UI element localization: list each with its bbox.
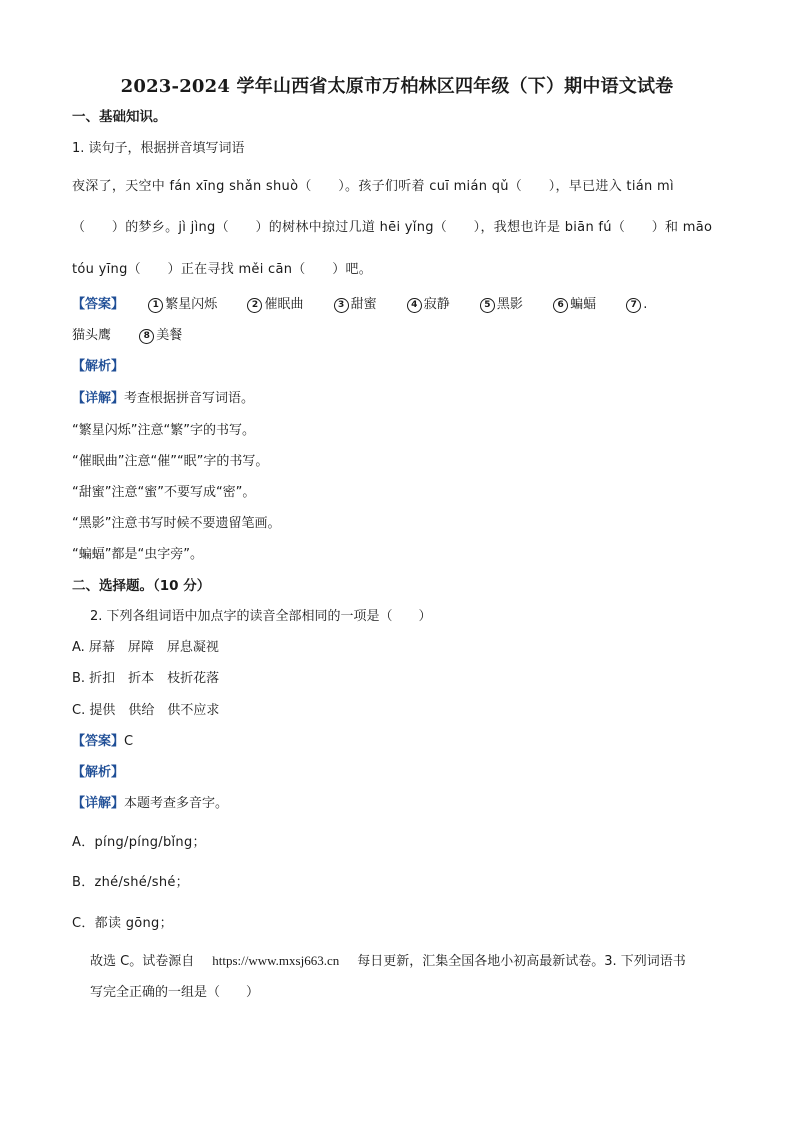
answer-tag: 【答案】 xyxy=(72,297,125,312)
answer-text: . xyxy=(643,297,648,312)
explanation-line: B．zhé/shé/shé； xyxy=(72,875,189,890)
circled-number: 6 xyxy=(553,298,568,313)
source-note-line-1 xyxy=(90,951,722,972)
circled-number: 8 xyxy=(139,329,154,344)
question-2-stem: 2. 下列各组词语中加点字的读音全部相同的一项是（ ） xyxy=(90,609,432,624)
explanation-line: A．píng/píng/bǐng； xyxy=(72,835,206,850)
answer-item xyxy=(553,297,596,312)
question-1-answer-row-wrap xyxy=(72,326,722,346)
answer-item xyxy=(407,297,450,312)
note-line: “催眠曲”注意“催”“眠”字的书写。 xyxy=(72,454,269,469)
answer-text: 甜蜜 xyxy=(350,297,377,312)
answer-text: 繁星闪烁 xyxy=(165,297,218,312)
option-b: B. 折扣 折本 枝折花落 xyxy=(72,671,220,686)
answer-text: 催眠曲 xyxy=(264,297,304,312)
answer-text: C xyxy=(124,734,134,749)
question-1-detail xyxy=(72,389,722,409)
answer-text: 猫头鹰 xyxy=(72,328,112,343)
answer-item xyxy=(480,297,523,312)
question-1-stem: 1. 读句子，根据拼音填写词语 xyxy=(72,141,245,156)
detail-tag: 【详解】 xyxy=(72,391,125,406)
detail-text: 考查根据拼音写词语。 xyxy=(124,391,255,406)
source-note-text: 故选 C。试卷源自 xyxy=(90,954,195,969)
note-line: “甜蜜”注意“蜜”不要写成“密”。 xyxy=(72,485,256,500)
note-line: “繁星闪烁”注意“繁”字的书写。 xyxy=(72,423,255,438)
answer-item xyxy=(334,297,377,312)
question-1-answer-row xyxy=(72,295,722,315)
source-url-link[interactable]: https://www.mxsj663.cn xyxy=(212,953,340,968)
analysis-tag: 【解析】 xyxy=(72,765,125,780)
circled-number: 3 xyxy=(334,298,349,313)
question-2-answer xyxy=(72,732,722,752)
source-note-line-2: 写完全正确的一组是（ ） xyxy=(90,985,260,1000)
note-line: “蝙蝠”都是“虫字旁”。 xyxy=(72,547,203,562)
circled-number: 1 xyxy=(148,298,163,313)
question-1-sentence-line-3: tóu yīng（ ）正在寻找 měi cān（ ）吧。 xyxy=(72,262,373,277)
answer-item xyxy=(626,297,647,312)
option-a: A. 屏幕 屏障 屏息凝视 xyxy=(72,640,219,655)
section-heading-choice: 二、选择题。（10 分） xyxy=(72,578,211,594)
detail-tag: 【详解】 xyxy=(72,796,125,811)
answer-text: 美餐 xyxy=(156,328,183,343)
detail-text: 本题考查多音字。 xyxy=(124,796,229,811)
question-1-sentence-line-2: （ ）的梦乡。jì jìng（ ）的树林中掠过几道 hēi yǐng（ ），我想也许是 biān fú（ ）和 māo xyxy=(72,220,713,235)
explanation-line: C．都读 gōng； xyxy=(72,916,173,931)
option-c: C. 提供 供给 供不应求 xyxy=(72,703,220,718)
circled-number: 5 xyxy=(480,298,495,313)
circled-number: 4 xyxy=(407,298,422,313)
source-note-text: 每日更新，汇集全国各地小初高最新试卷。3. 下列词语书 xyxy=(357,954,686,969)
question-2-detail xyxy=(72,794,722,814)
circled-number: 7 xyxy=(626,298,641,313)
answer-item xyxy=(247,297,303,312)
analysis-tag: 【解析】 xyxy=(72,359,125,374)
answer-text: 寂静 xyxy=(423,297,450,312)
answer-text: 黑影 xyxy=(496,297,523,312)
question-1-sentence-line-1: 夜深了，天空中 fán xīng shǎn shuò（ ）。孩子们听着 cuī mián qǔ（ ），早已进入 tián mì xyxy=(72,179,674,194)
answer-tag: 【答案】 xyxy=(72,734,125,749)
note-line: “黑影”注意书写时候不要遗留笔画。 xyxy=(72,516,281,531)
page-title: 2023-2024 学年山西省太原市万柏林区四年级（下）期中语文试卷 xyxy=(120,76,674,97)
answer-text: 蝙蝠 xyxy=(570,297,597,312)
answer-item xyxy=(148,297,217,312)
section-heading-basic: 一、基础知识。 xyxy=(72,109,167,125)
circled-number: 2 xyxy=(247,298,262,313)
